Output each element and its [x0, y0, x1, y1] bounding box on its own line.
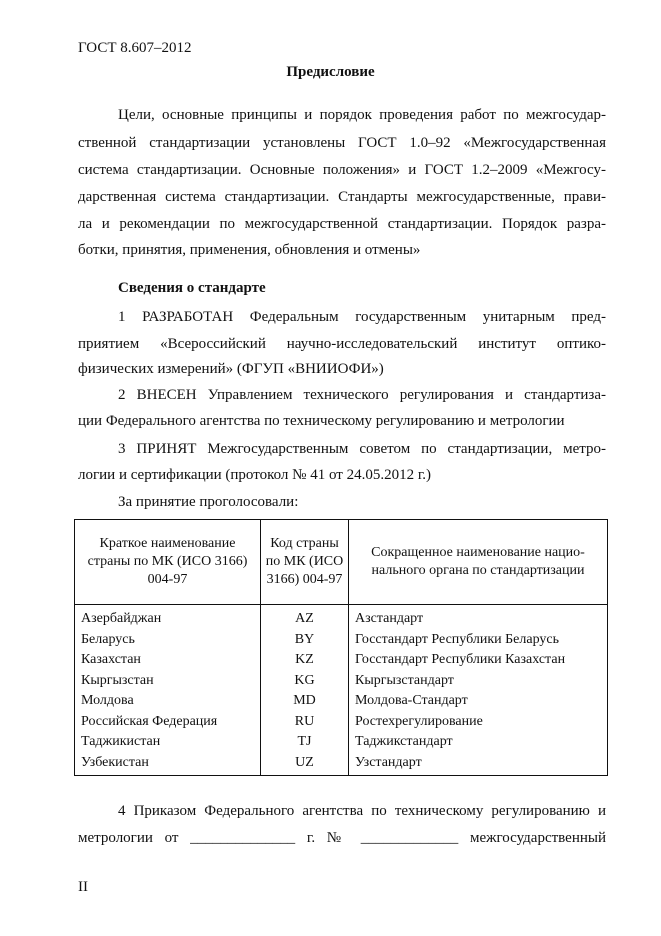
country-cell: Таджикистан: [75, 732, 261, 753]
country-cell: Казахстан: [75, 650, 261, 671]
body-cell: Таджикстандарт: [349, 732, 608, 753]
item-1-line: 1 РАЗРАБОТАН Федеральным государственным унитарным пред-: [118, 309, 606, 325]
item-4-line: метрологии от ______________ г. № _____________ межгосударственный: [78, 830, 606, 846]
item-2-line: 2 ВНЕСЕН Управлением технического регулирования и стандартиза-: [118, 387, 606, 403]
item-1-line: физических измерений» (ФГУП «ВНИИОФИ»): [78, 361, 384, 377]
body-cell: Госстандарт Республики Казахстан: [349, 650, 608, 671]
table-row: [75, 732, 608, 753]
item-2-line: ции Федерального агентства по техническому регулированию и метрологии: [78, 413, 565, 429]
header-code: Код страны по МК (ИСО 3166) 004-97: [261, 520, 349, 605]
country-cell: Молдова: [75, 691, 261, 712]
table-row: [75, 753, 608, 776]
code-cell: KZ: [261, 650, 349, 671]
country-cell: Беларусь: [75, 630, 261, 651]
code-cell: BY: [261, 630, 349, 651]
code-cell: KG: [261, 671, 349, 692]
item-3-line: 3 ПРИНЯТ Межгосударственным советом по стандартизации, метро-: [118, 441, 606, 457]
body-cell: Узстандарт: [349, 753, 608, 776]
preface-line: ботки, принятия, применения, обновления и отмены»: [78, 242, 421, 258]
voted-label: За принятие проголосовали:: [118, 494, 299, 510]
country-cell: Кыргызстан: [75, 671, 261, 692]
code-cell: RU: [261, 712, 349, 733]
country-cell: Узбекистан: [75, 753, 261, 776]
preface-line: Цели, основные принципы и порядок проведения работ по межгосудар-: [118, 107, 606, 123]
table-row: [75, 671, 608, 692]
body-cell: Кыргызстандарт: [349, 671, 608, 692]
table-row: [75, 630, 608, 651]
document-id: ГОСТ 8.607–2012: [78, 40, 192, 56]
country-cell: Азербайджан: [75, 605, 261, 630]
code-cell: AZ: [261, 605, 349, 630]
preface-line: система стандартизации. Основные положения» и ГОСТ 1.2–2009 «Межгосу-: [78, 162, 606, 178]
preface-line: дарственная система стандартизации. Стандарты межгосударственные, прави-: [78, 189, 606, 205]
page-number: II: [78, 879, 88, 895]
header-country: Краткое наименование страны по МК (ИСО 3166) 004-97: [75, 520, 261, 605]
code-cell: TJ: [261, 732, 349, 753]
preface-title: Предисловие: [286, 64, 375, 80]
code-cell: MD: [261, 691, 349, 712]
item-4-line: 4 Приказом Федерального агентства по техническому регулированию и: [118, 803, 606, 819]
section-title: Сведения о стандарте: [118, 280, 266, 296]
header-body: Сокращенное наименование нацио-нального органа по стандартизации: [349, 520, 608, 605]
table-row: [75, 650, 608, 671]
body-cell: Ростехрегулирование: [349, 712, 608, 733]
body-cell: Госстандарт Республики Беларусь: [349, 630, 608, 651]
vote-table: [74, 519, 608, 776]
country-cell: Российская Федерация: [75, 712, 261, 733]
code-cell: UZ: [261, 753, 349, 776]
item-1-line: приятием «Всероссийский научно-исследовательский институт оптико-: [78, 336, 606, 352]
table-row: [75, 712, 608, 733]
item-3-line: логии и сертификации (протокол № 41 от 24.05.2012 г.): [78, 467, 432, 483]
body-cell: Азстандарт: [349, 605, 608, 630]
body-cell: Молдова-Стандарт: [349, 691, 608, 712]
preface-line: ственной стандартизации установлены ГОСТ 1.0–92 «Межгосударственная: [78, 135, 606, 151]
table-row: [75, 605, 608, 630]
table-row: [75, 691, 608, 712]
preface-line: ла и рекомендации по межгосударственной стандартизации. Порядок разра-: [78, 216, 606, 232]
